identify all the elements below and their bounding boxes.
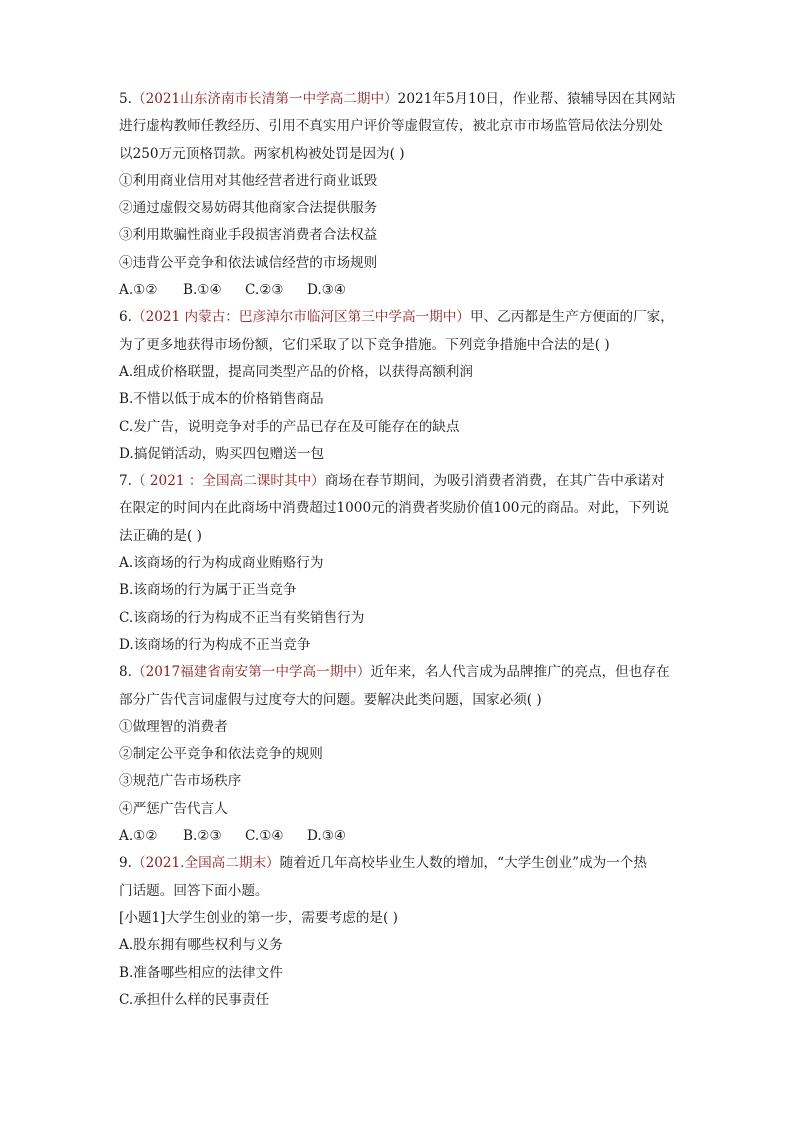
question-number: 6. bbox=[119, 309, 132, 326]
question-text: 随着近几年高校毕业生人数的增加，“大学生创业”成为一个热 bbox=[279, 855, 647, 872]
question-8-options bbox=[119, 823, 679, 850]
question-6-option-d: D.搞促销活动，购买四包赠送一包 bbox=[119, 445, 325, 462]
question-5-item-2: ②通过虚假交易妨碍其他商家合法提供服务 bbox=[119, 200, 378, 217]
question-text: 近年来，名人代言成为品牌推广的亮点，但也存在 bbox=[370, 664, 670, 681]
question-8-item-1: ①做理智的消费者 bbox=[119, 718, 228, 735]
option-c: C.②③ bbox=[245, 282, 284, 299]
question-6-option-b: B.不惜以低于成本的价格销售商品 bbox=[119, 391, 324, 408]
question-8-line-2: 部分广告代言词虚假与过度夸大的问题。要解决此类问题，国家必须( ) bbox=[119, 691, 542, 708]
question-source: （2021 内蒙古：巴彦淖尔市临河区第三中学高一期中） bbox=[131, 309, 470, 326]
question-7-option-a: A.该商场的行为构成商业贿赂行为 bbox=[119, 555, 324, 572]
question-source: （ 2021 ：全国高二课时其中） bbox=[131, 473, 325, 490]
question-7-line-2: 在限定的时间内在此商场中消费超过1000元的消费者奖励价值100元的商品。对此，下列说 bbox=[119, 500, 669, 517]
question-9-subquestion: [小题1]大学生创业的第一步，需要考虑的是( ) bbox=[119, 909, 398, 926]
question-8-line-1 bbox=[119, 659, 679, 686]
question-source: （2021山东济南市长清第一中学高二期中） bbox=[131, 91, 398, 107]
question-8-item-2: ②制定公平竞争和依法竞争的规则 bbox=[119, 746, 323, 763]
question-7-option-d: D.该商场的行为构成不正当竞争 bbox=[119, 636, 311, 653]
question-6-option-a: A.组成价格联盟，提高同类型产品的价格，以获得高额利润 bbox=[119, 363, 473, 380]
option-d: D.③④ bbox=[307, 828, 347, 845]
question-5-item-3: ③利用欺骗性商业手段损害消费者合法权益 bbox=[119, 227, 378, 244]
question-7-option-c: C.该商场的行为构成不正当有奖销售行为 bbox=[119, 609, 365, 626]
question-text: 甲、乙丙都是生产方便面的厂家， bbox=[469, 309, 674, 326]
question-8-item-3: ③规范广告市场秩序 bbox=[119, 773, 242, 790]
question-9-option-a: A.股东拥有哪些权利与义务 bbox=[119, 937, 283, 954]
question-5-item-1: ①利用商业信用对其他经营者进行商业诋毁 bbox=[119, 172, 378, 189]
question-7-option-b: B.该商场的行为属于正当竞争 bbox=[119, 582, 297, 599]
question-text: 商场在春节期间，为吸引消费者消费，在其广告中承诺对 bbox=[324, 473, 665, 490]
question-7-line-3: 法正确的是( ) bbox=[119, 527, 202, 544]
question-9-line-1 bbox=[119, 850, 679, 877]
question-5-line-1 bbox=[119, 86, 679, 113]
question-text: 2021年5月10日，作业帮、猿辅导因在其网站 bbox=[397, 91, 676, 107]
document-page bbox=[119, 86, 679, 1014]
question-8-item-4: ④严惩广告代言人 bbox=[119, 800, 228, 817]
question-9-option-b: B.准备哪些相应的法律文件 bbox=[119, 964, 283, 981]
question-9-option-c: C.承担什么样的民事责任 bbox=[119, 991, 270, 1008]
option-b: B.②③ bbox=[183, 828, 222, 845]
question-number: 8. bbox=[119, 664, 132, 681]
option-c: C.①④ bbox=[245, 828, 284, 845]
option-b: B.①④ bbox=[183, 282, 222, 299]
question-6-line-1 bbox=[119, 304, 679, 331]
question-5-line-3: 以250万元顶格罚款。两家机构被处罚是因为( ) bbox=[119, 145, 405, 162]
option-d: D.③④ bbox=[307, 282, 347, 299]
question-source: （2017福建省南安第一中学高一期中） bbox=[131, 664, 371, 681]
question-source: （2021.全国高二期末） bbox=[131, 855, 280, 872]
question-number: 9. bbox=[119, 855, 132, 872]
question-6-line-2: 为了更多地获得市场份额，它们采取了以下竞争措施。下列竞争措施中合法的是( ) bbox=[119, 336, 610, 353]
question-6-option-c: C.发广告，说明竞争对手的产品已存在及可能存在的缺点 bbox=[119, 418, 460, 435]
question-number: 5. bbox=[119, 91, 132, 107]
question-9-line-2: 门话题。回答下面小题。 bbox=[119, 882, 269, 899]
option-a: A.①② bbox=[119, 282, 158, 299]
question-5-line-2: 进行虚构教师任教经历、引用不真实用户评价等虚假宣传，被北京市市场监管局依法分别处 bbox=[119, 118, 663, 135]
question-7-line-1 bbox=[119, 468, 679, 495]
question-number: 7. bbox=[119, 473, 132, 490]
question-5-item-4: ④违背公平竞争和依法诚信经营的市场规则 bbox=[119, 254, 378, 271]
question-5-options bbox=[119, 277, 679, 304]
option-a: A.①② bbox=[119, 828, 158, 845]
